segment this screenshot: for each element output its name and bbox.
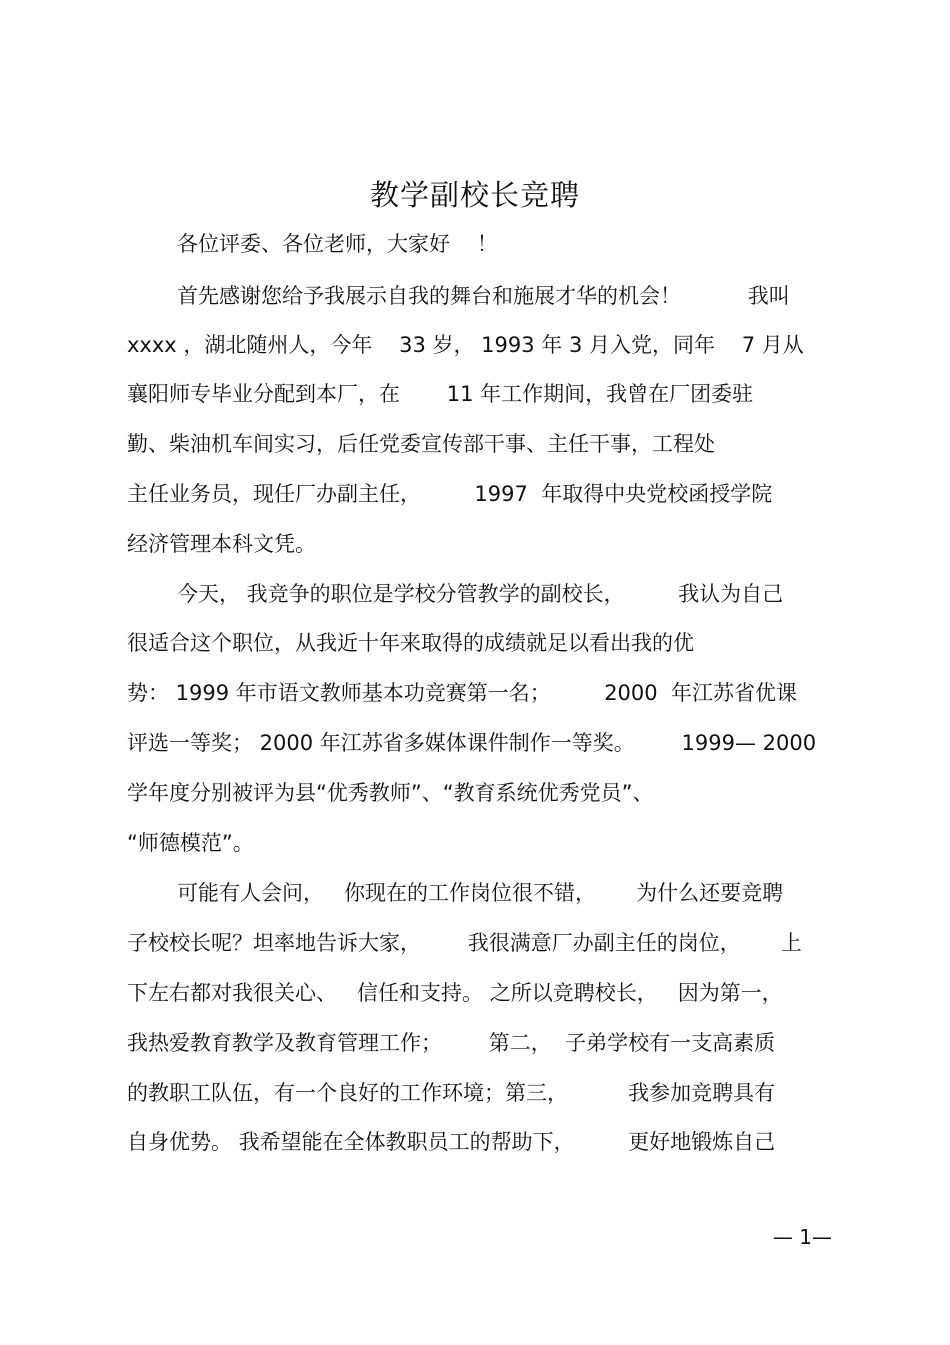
paragraph-line: 勤、柴油机车间实习，后任党委宣传部干事、主任干事，工程处 [127, 432, 715, 456]
paragraph-line: xxxx ，湖北随州人，今年 33 岁， 1993 年 3 月入党，同年 7 月从 [127, 333, 804, 357]
paragraph-line: 学年度分别被评为县“优秀教师”、“教育系统优秀党员”、 [127, 781, 654, 805]
document-title: 教学副校长竞聘 [369, 178, 580, 212]
page-number: — 1— [772, 1225, 832, 1249]
paragraph-line: 今天， 我竞争的职位是学校分管教学的副校长， 我认为自己 [177, 582, 784, 606]
paragraph-line: 主任业务员，现任厂办副主任， 1997 年取得中央党校函授学院 [127, 482, 773, 506]
paragraph-line: 我热爱教育教学及教育管理工作； 第二， 子弟学校有一支高素质 [127, 1031, 776, 1055]
paragraph-line: 评选一等奖； 2000 年江苏省多媒体课件制作一等奖。 1999— 2000 [127, 731, 817, 755]
paragraph-line: 下左右都对我很关心、 信任和支持。 之所以竞聘校长， 因为第一， [127, 981, 783, 1005]
paragraph-line: 子校校长呢？坦率地告诉大家， 我很满意厂办副主任的岗位， 上 [127, 931, 802, 955]
paragraph-line: 的教职工队伍，有一个良好的工作环境；第三， 我参加竞聘具有 [127, 1081, 776, 1105]
paragraph-line: 襄阳师专毕业分配到本厂，在 11 年工作期间，我曾在厂团委驻 [127, 382, 754, 406]
paragraph-line: 可能有人会问， 你现在的工作岗位很不错， 为什么还要竞聘 [177, 881, 784, 905]
paragraph-line: “师德模范”。 [127, 831, 254, 855]
paragraph-line: 经济管理本科文凭。 [127, 532, 316, 556]
paragraph-line: 势： 1999 年市语文教师基本功竞赛第一名； 2000 年江苏省优课 [127, 681, 797, 705]
paragraph-line: 自身优势。 我希望能在全体教职员工的帮助下， 更好地锻炼自己 [127, 1130, 776, 1154]
paragraph-line: 很适合这个职位，从我近十年来取得的成绩就足以看出我的优 [127, 631, 694, 655]
paragraph-line: 各位评委、各位老师，大家好 ！ [177, 232, 498, 256]
paragraph-line: 首先感谢您给予我展示自我的舞台和施展才华的机会！ 我叫 [177, 284, 790, 308]
